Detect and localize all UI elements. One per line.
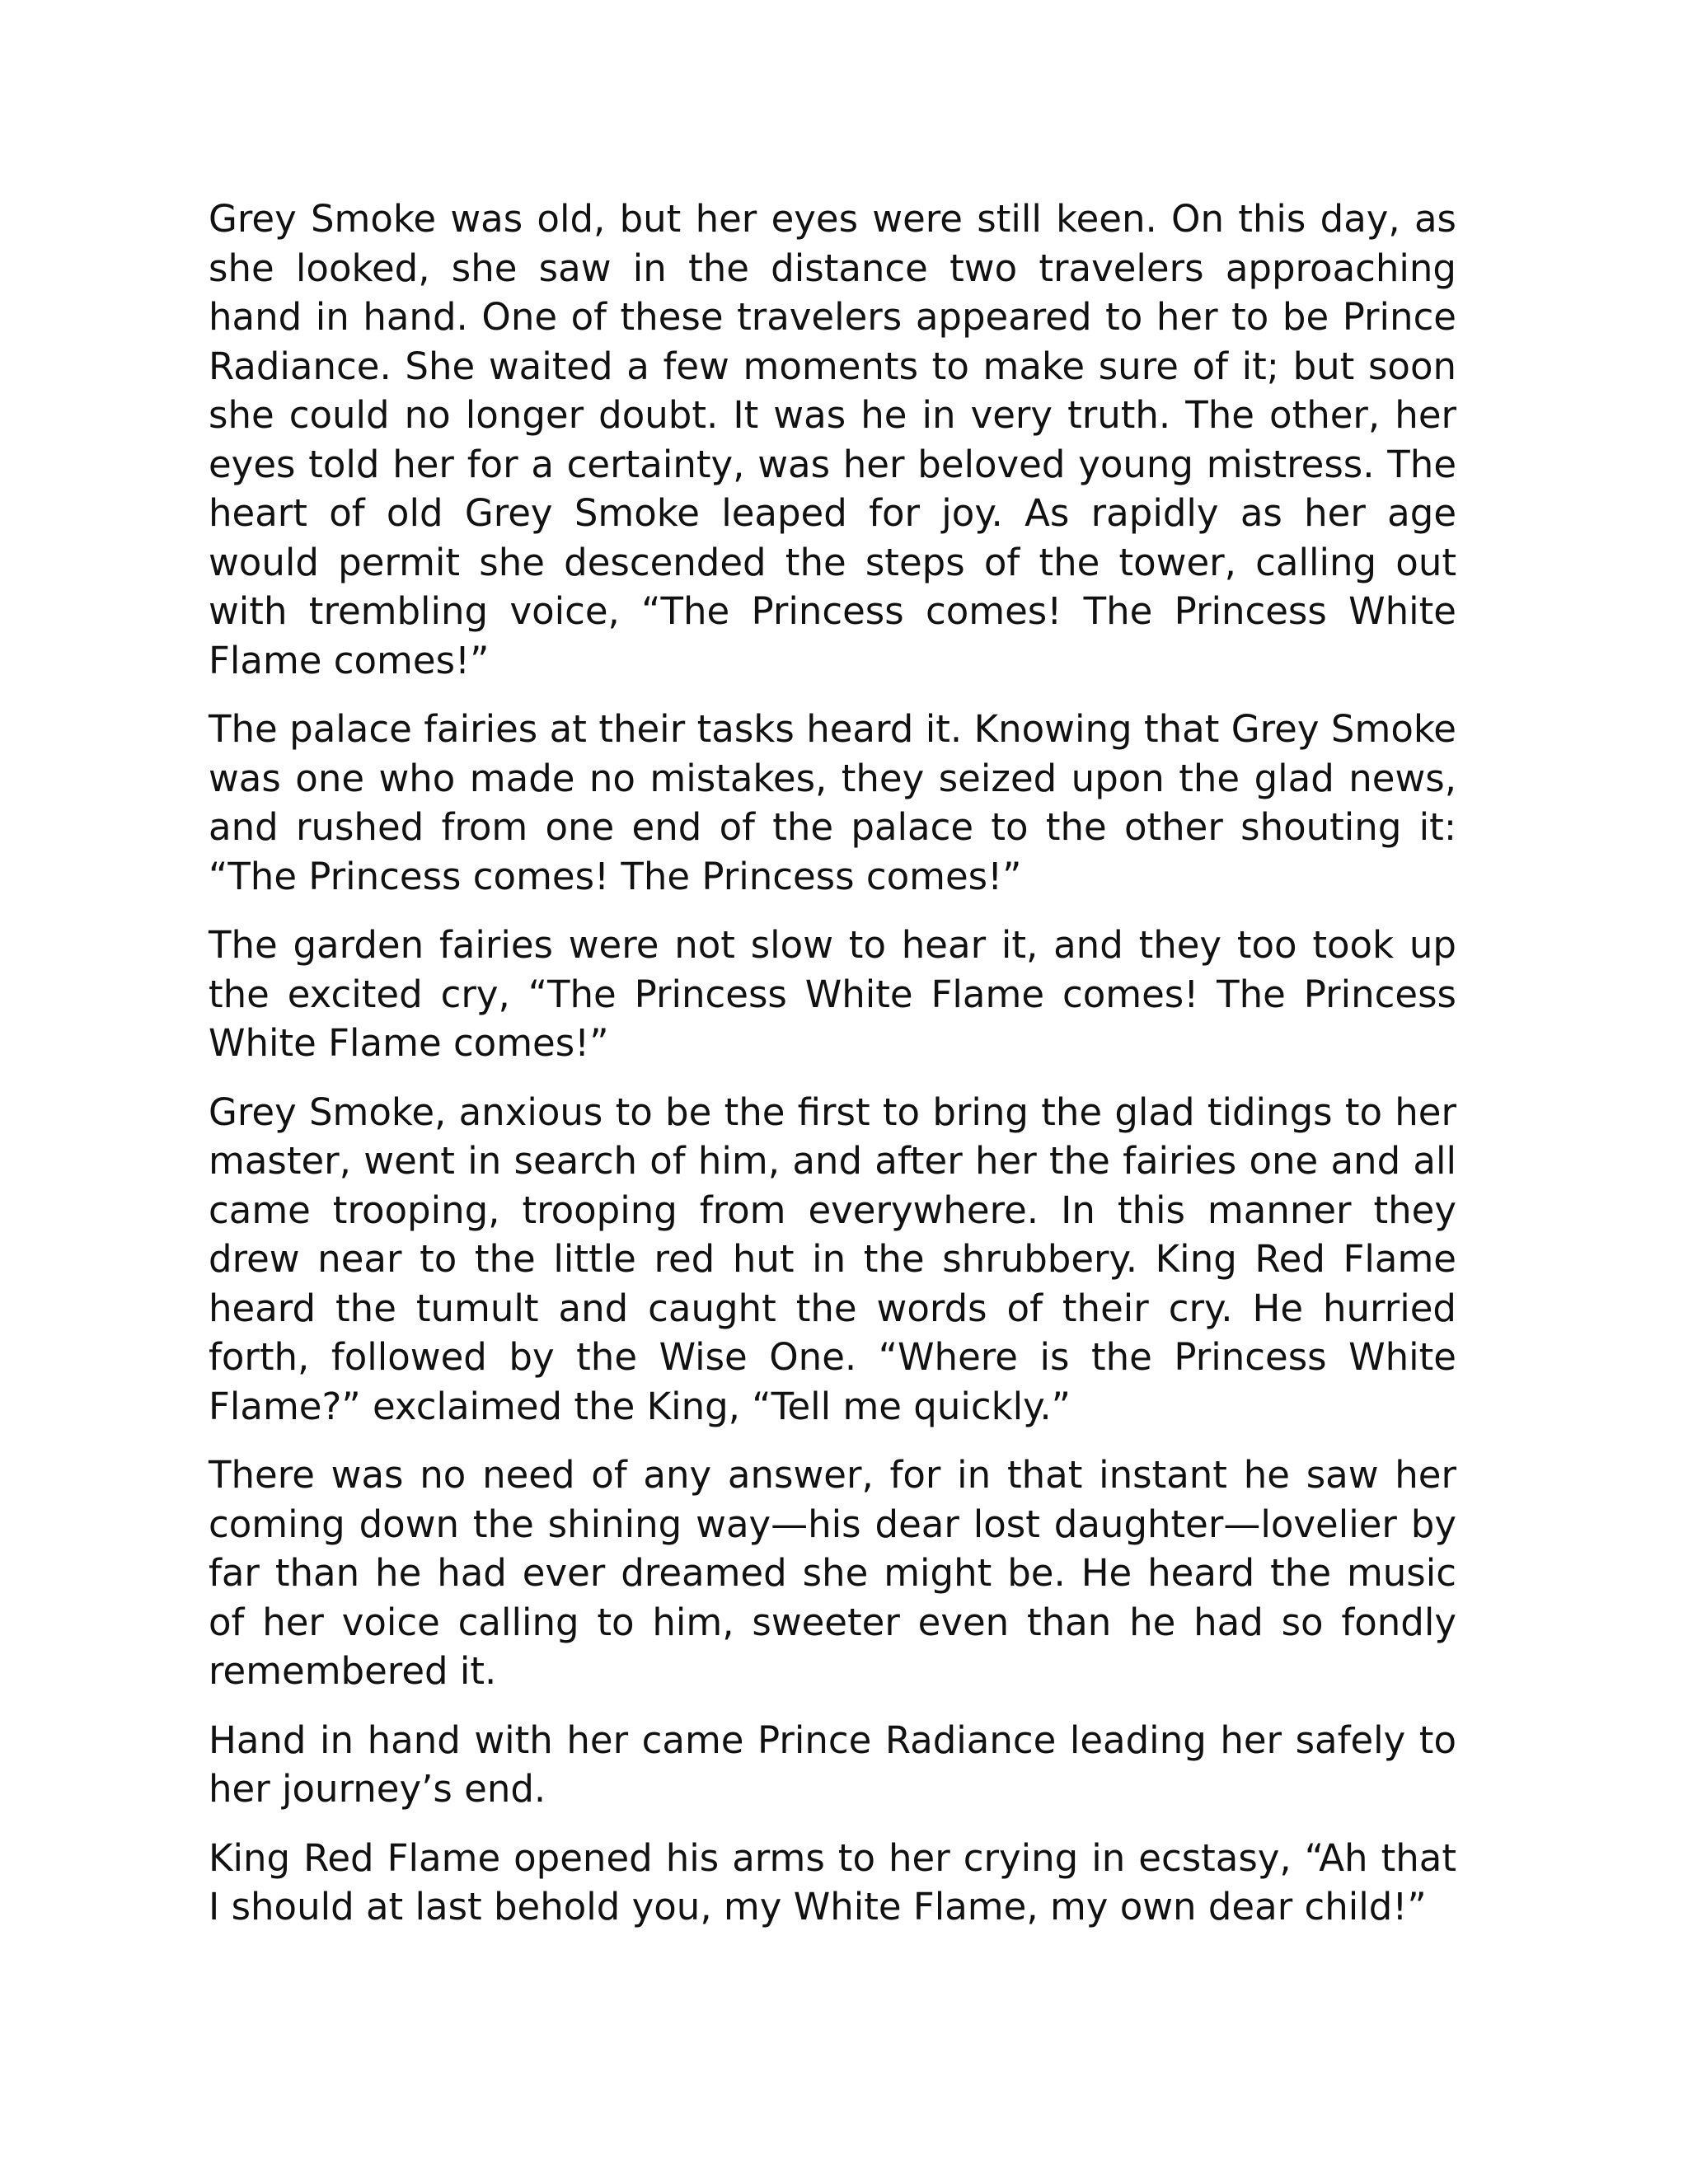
paragraph-1: Grey Smoke was old, but her eyes were still keen. On this day, as she looked, she saw in the distance two travelers approaching hand in hand. One of these travelers appeared to her to be Prince Radiance. She waited a few moments to make sure of it; but soon she could no longer doubt. It was he in very truth. The other, her eyes told her for a certainty, was her beloved young mistress. The heart of old Grey Smoke leaped for joy. As rapidly as her age would permit she descended the steps of the tower, calling out with trembling voice, “The Princess comes! The Princess White Flame comes!” bbox=[209, 197, 1456, 682]
paragraph-4: Grey Smoke, anxious to be the first to bring the glad tidings to her master, went in search of him, and after her the fairies one and all came trooping, trooping from everywhere. In this manner they drew near to the little red hut in the shrubbery. King Red Flame heard the tumult and caught the words of their cry. He hurried forth, followed by the Wise One. “Where is the Princess White Flame?” exclaimed the King, “Tell me quickly.” bbox=[209, 1090, 1456, 1428]
paragraph-5: There was no need of any answer, for in that instant he saw her coming down the shining way—his dear lost daughter—lovelier by far than he had ever dreamed she might be. He heard the music of her voice calling to him, sweeter even than he had so fondly remembered it. bbox=[209, 1453, 1456, 1693]
paragraph-7: King Red Flame opened his arms to her crying in ecstasy, “Ah that I should at last behold you, my White Flame, my own dear child!” bbox=[209, 1835, 1456, 1929]
paragraph-6: Hand in hand with her came Prince Radiance leading her safely to her journey’s end. bbox=[209, 1718, 1456, 1811]
document-page bbox=[209, 194, 1456, 1952]
paragraph-2: The palace fairies at their tasks heard it. Knowing that Grey Smoke was one who made no mistakes, they seized upon the glad news, and rushed from one end of the palace to the other shouting it: “The Princess comes! The Princess comes!” bbox=[209, 707, 1456, 898]
paragraph-3: The garden fairies were not slow to hear it, and they too took up the excited cry, “The Princess White Flame comes! The Princess White Flame comes!” bbox=[209, 923, 1456, 1065]
